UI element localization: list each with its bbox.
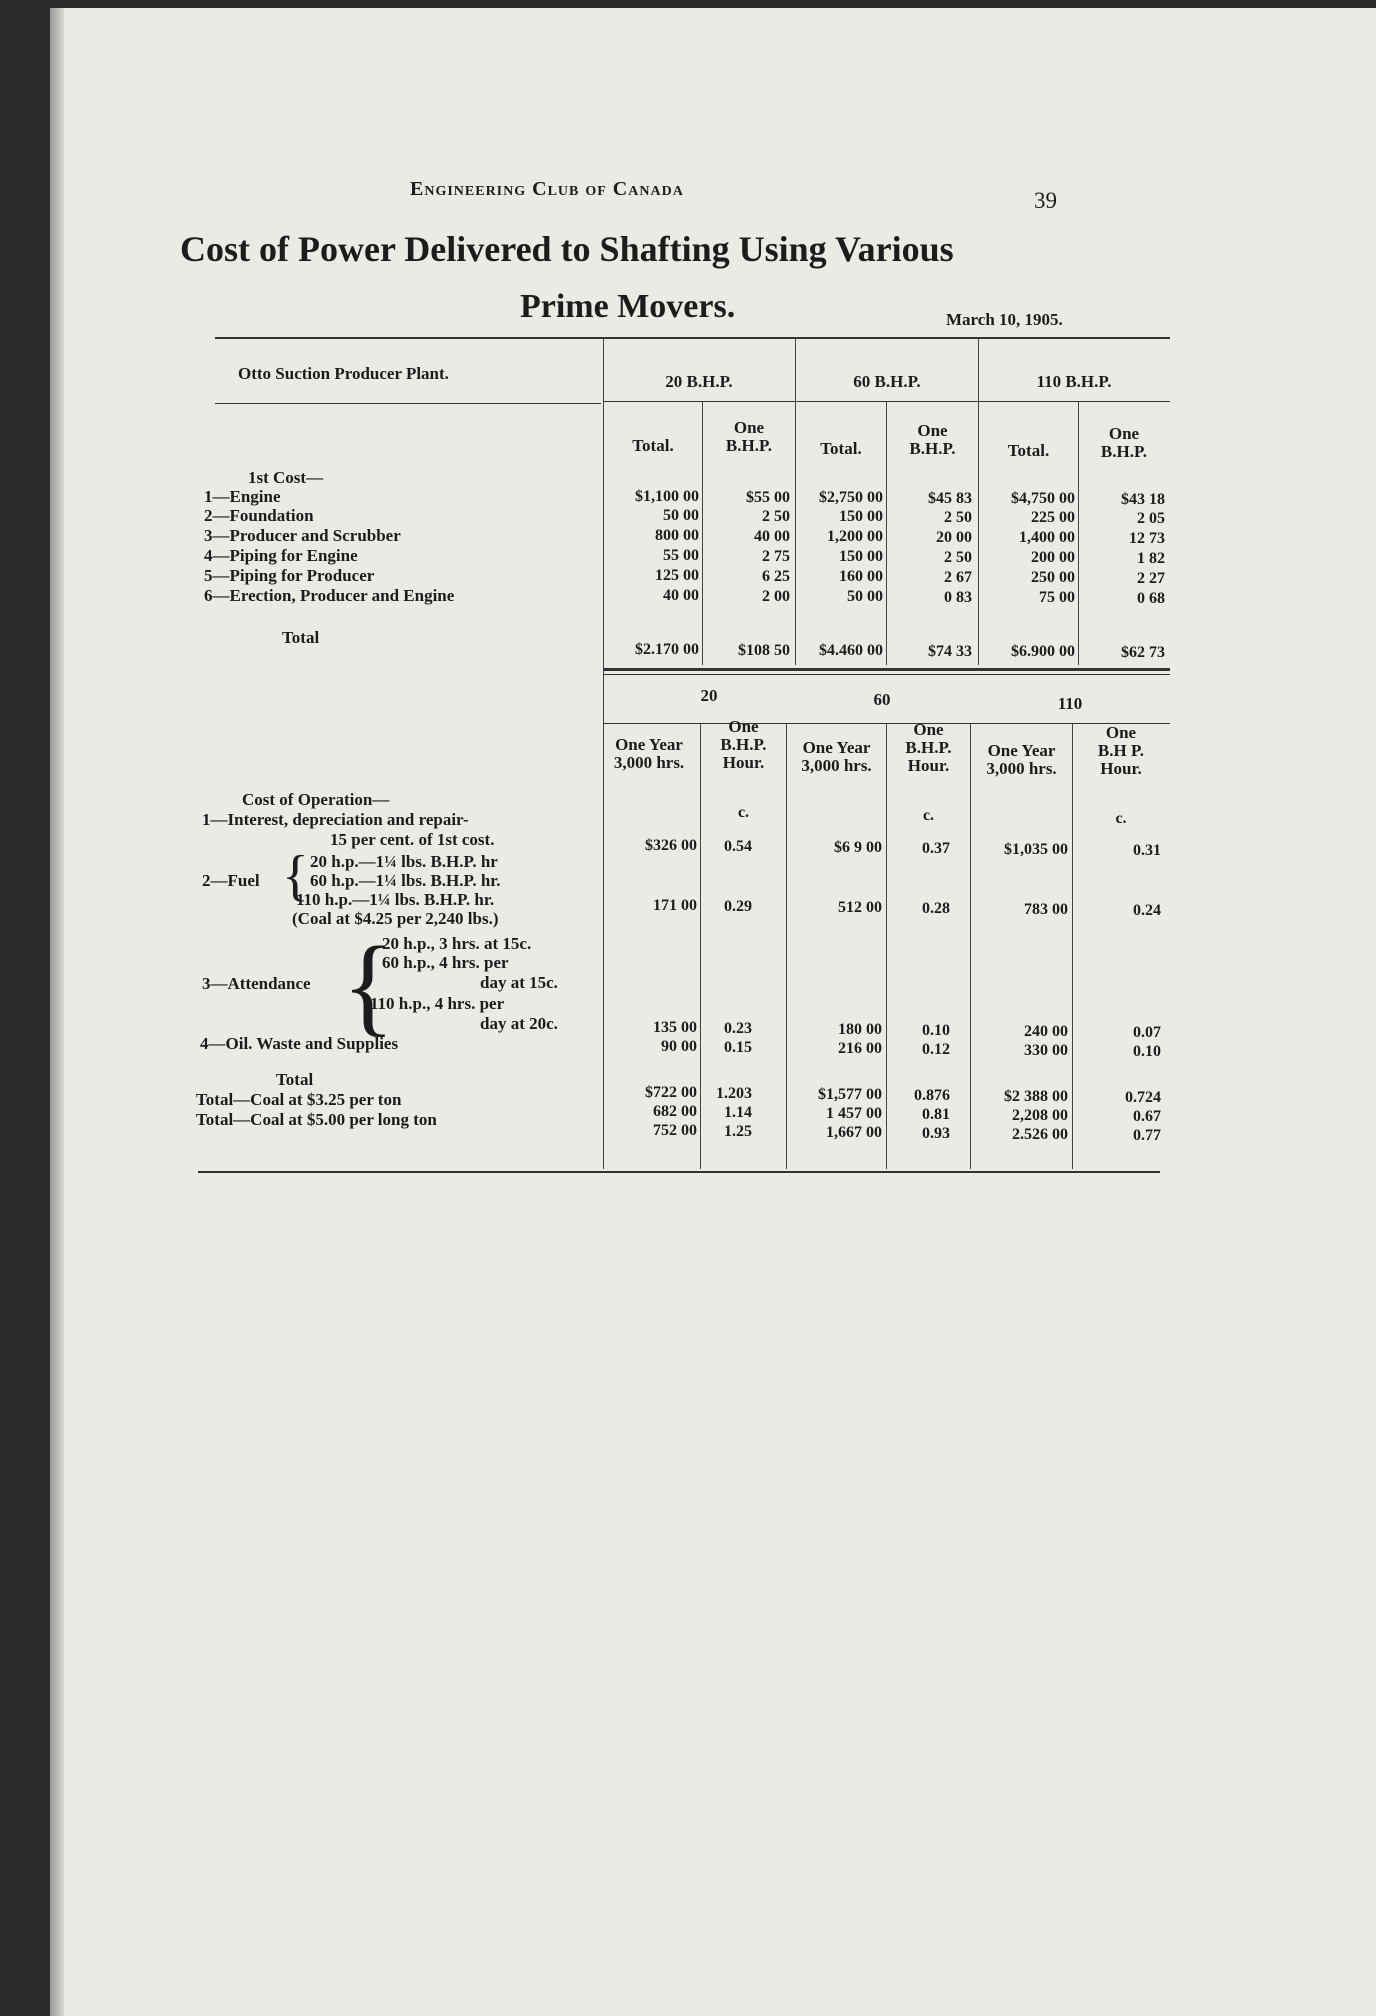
operation-cell: 1.203	[716, 1085, 752, 1102]
cost-total-cell: $74 33	[928, 643, 972, 660]
cost-cell: 150 00	[839, 508, 883, 525]
page-gutter	[50, 8, 64, 2016]
operation-cell: 0.28	[922, 900, 950, 917]
double-rule	[603, 668, 1170, 671]
group-20-bhp: 20 B.H.P.	[665, 372, 733, 391]
fuel-label: 2—Fuel	[202, 871, 260, 890]
col-total-110: Total.	[1007, 441, 1050, 460]
operation-cell: 752 00	[653, 1122, 697, 1139]
cost-cell: 1,200 00	[827, 528, 883, 545]
col-one-110: One	[1108, 424, 1140, 443]
cost-cell: 50 00	[847, 588, 883, 605]
operation-cell: 216 00	[838, 1040, 882, 1057]
group-60-bhp: 60 B.H.P.	[853, 372, 921, 391]
group2-110: 110	[1057, 694, 1083, 713]
date: March 10, 1905.	[946, 310, 1063, 329]
col-one-60: One	[917, 421, 948, 440]
operation-cell: 0.23	[724, 1020, 752, 1037]
cost-cell: 160 00	[839, 568, 883, 585]
col-total-60: Total.	[820, 439, 862, 458]
cost-cell: 1 82	[1137, 550, 1165, 567]
operation-cell: 0.31	[1133, 842, 1161, 859]
col-bhp-60: B.H.P.	[909, 439, 956, 458]
col-hrs-60: 3,000 hrs.	[801, 756, 872, 775]
op-total-label: Total	[276, 1070, 314, 1089]
cost-cell: $45 83	[928, 490, 972, 507]
row-label-erection: 6—Erection, Producer and Engine	[204, 586, 455, 605]
cost-cell: 125 00	[655, 567, 699, 584]
cost-total-cell: $4.460 00	[819, 642, 883, 659]
cost-cell: 0 83	[944, 589, 972, 606]
oil-label: 4—Oil. Waste and Supplies	[200, 1034, 399, 1053]
col-hour-bhp-110: B.H P.	[1097, 741, 1145, 760]
group2-60: 60	[873, 690, 891, 709]
row-label-piping-engine: 4—Piping for Engine	[204, 546, 358, 565]
vr-11	[1072, 724, 1073, 1169]
cost-cell: 2 27	[1137, 570, 1165, 587]
operation-cell: 0.54	[724, 838, 752, 855]
double-rule-2	[603, 674, 1170, 675]
plant-label: Otto Suction Producer Plant.	[238, 364, 449, 383]
cost-cell: $2,750 00	[819, 489, 883, 506]
vr-7	[700, 724, 701, 1169]
operation-cell: 0.07	[1133, 1024, 1161, 1041]
cost-cell: $1,100 00	[635, 488, 699, 505]
cost-cell: 150 00	[839, 548, 883, 565]
col-one-20: One	[733, 418, 765, 437]
cost-cell: 2 50	[762, 508, 790, 525]
operation-cell: $722 00	[645, 1084, 697, 1101]
operation-cell: $326 00	[645, 837, 697, 854]
col-hour-110: Hour.	[1100, 759, 1142, 778]
cost-total-cell: $108 50	[738, 642, 790, 659]
operation-cell: 0.77	[1133, 1127, 1161, 1144]
cost-cell: 2 50	[944, 509, 972, 526]
operation-cell: $6 9 00	[834, 839, 882, 856]
table-top-rule	[215, 337, 1170, 339]
cost-cell: 2 50	[944, 549, 972, 566]
cost-total-cell: $2.170 00	[635, 641, 699, 658]
col-bhp-20: B.H.P.	[725, 436, 773, 455]
cost-cell: 40 00	[663, 587, 699, 604]
page-title-line-1: Cost of Power Delivered to Shafting Using Various	[180, 229, 954, 269]
col-hour-20: Hour.	[722, 753, 765, 772]
operation-cell: 0.10	[1133, 1043, 1161, 1060]
cost-cell: 2 00	[762, 588, 790, 605]
cost-cell: 2 05	[1137, 510, 1165, 527]
total-5-label: Total—Coal at $5.00 per long ton	[196, 1110, 437, 1129]
cost-cell: 75 00	[1039, 589, 1075, 606]
cost-cell: $55 00	[746, 489, 790, 506]
vr-9	[886, 724, 887, 1169]
attendance-label: 3—Attendance	[202, 974, 311, 993]
row-label-producer: 3—Producer and Scrubber	[204, 526, 401, 545]
operation-cell: 783 00	[1024, 901, 1068, 918]
cost-cell: 800 00	[655, 527, 699, 544]
col-hrs-110: 3,000 hrs.	[986, 759, 1057, 778]
cost-cell: 200 00	[1031, 549, 1075, 566]
operation-cell: $2 388 00	[1004, 1088, 1068, 1105]
cents-60: c.	[922, 807, 935, 824]
cost-cell: $43 18	[1121, 491, 1165, 508]
col-hour-one-60: One	[913, 720, 944, 739]
interest-label-2: 15 per cent. of 1st cost.	[330, 830, 495, 849]
operation-cell: 0.81	[922, 1106, 950, 1123]
cost-total-cell: $62 73	[1121, 644, 1165, 661]
cost-cell: 250 00	[1031, 569, 1075, 586]
attendance-line-3: day at 15c.	[480, 973, 558, 992]
operation-cell: 0.10	[922, 1022, 950, 1039]
running-head: Engineering Club of Canada	[410, 178, 684, 200]
operation-cell: 90 00	[661, 1038, 697, 1055]
cost-cell: 6 25	[762, 568, 790, 585]
cost-cell: 225 00	[1031, 509, 1075, 526]
operation-cell: 0.15	[724, 1039, 752, 1056]
attendance-line-1: 20 h.p., 3 hrs. at 15c.	[382, 934, 532, 953]
group2-20: 20	[700, 686, 718, 705]
cents-20: c.	[737, 804, 750, 821]
operation-cell: 682 00	[653, 1103, 697, 1120]
col-hour-one-20: One	[728, 717, 759, 736]
table-bottom-rule	[198, 1171, 1160, 1173]
cost-cell: 40 00	[754, 528, 790, 545]
attendance-line-4: 110 h.p., 4 hrs. per	[370, 994, 505, 1013]
cost-cell: 20 00	[936, 529, 972, 546]
fuel-line-1: 20 h.p.—1¼ lbs. B.H.P. hr	[310, 852, 498, 871]
col-year-60: One Year	[802, 738, 871, 757]
cost-cell: 2 67	[944, 569, 972, 586]
col-hour-bhp-20: B.H.P.	[720, 735, 767, 754]
attendance-brace: {	[342, 924, 395, 1046]
attendance-line-5: day at 20c.	[480, 1014, 558, 1033]
cost-cell: 1,400 00	[1019, 529, 1075, 546]
col-hrs-20: 3,000 hrs.	[613, 753, 685, 772]
operation-cell: 0.24	[1133, 902, 1161, 919]
total-label: Total	[282, 628, 320, 647]
interest-label: 1—Interest, depreciation and repair-	[202, 810, 469, 829]
page-title-line-2: Prime Movers.	[520, 288, 736, 325]
cost-cell: 12 73	[1129, 530, 1165, 547]
operation-cell: 512 00	[838, 899, 882, 916]
operation-cell: 0.724	[1125, 1089, 1161, 1106]
cost-total-cell: $6.900 00	[1011, 643, 1075, 660]
cents-110: c.	[1115, 810, 1127, 827]
row-label-foundation: 2—Foundation	[204, 506, 314, 525]
fuel-note: (Coal at $4.25 per 2,240 lbs.)	[292, 909, 499, 928]
operation-cell: 2.526 00	[1012, 1126, 1068, 1143]
col-bhp-110: B.H.P.	[1100, 442, 1148, 461]
row-label-engine: 1—Engine	[204, 487, 281, 506]
operation-label: Cost of Operation—	[242, 790, 390, 809]
fuel-brace: {	[282, 845, 309, 907]
col-year-110: One Year	[987, 741, 1056, 760]
vr-8	[786, 724, 787, 1169]
operation-cell: 1 457 00	[826, 1105, 882, 1122]
cost-cell: $4,750 00	[1011, 490, 1075, 507]
operation-cell: 240 00	[1024, 1023, 1068, 1040]
plant-underline	[215, 403, 601, 404]
operation-cell: 2,208 00	[1012, 1107, 1068, 1124]
operation-cell: 330 00	[1024, 1042, 1068, 1059]
total-325-label: Total—Coal at $3.25 per ton	[196, 1090, 402, 1109]
cost-cell: 55 00	[663, 547, 699, 564]
operation-cell: 0.93	[922, 1125, 950, 1142]
attendance-line-2: 60 h.p., 4 hrs. per	[382, 953, 509, 972]
cost-cell: 50 00	[663, 507, 699, 524]
page-number: 39	[1034, 188, 1057, 213]
operation-cell: 0.29	[724, 898, 752, 915]
operation-cell: 0.876	[914, 1087, 950, 1104]
operation-cell: 1.14	[724, 1104, 752, 1121]
operation-cell: 0.37	[922, 840, 950, 857]
operation-cell: $1,577 00	[818, 1086, 882, 1103]
cost-cell: 0 68	[1137, 590, 1165, 607]
group-110-bhp: 110 B.H.P.	[1036, 372, 1112, 391]
operation-cell: 171 00	[653, 897, 697, 914]
fuel-line-3: 110 h.p.—1¼ lbs. B.H.P. hr.	[296, 890, 495, 909]
operation-cell: 1,667 00	[826, 1124, 882, 1141]
operation-cell: $1,035 00	[1004, 841, 1068, 858]
fuel-line-2: 60 h.p.—1¼ lbs. B.H.P. hr.	[310, 871, 501, 890]
operation-cell: 1.25	[724, 1123, 752, 1140]
col-total-20: Total.	[632, 436, 674, 455]
operation-cell: 180 00	[838, 1021, 882, 1038]
cost-cell: 2 75	[762, 548, 790, 565]
col-hour-one-110: One	[1105, 723, 1137, 742]
vr-10	[970, 724, 971, 1169]
operation-cell: 0.67	[1133, 1108, 1161, 1125]
operation-cell: 135 00	[653, 1019, 697, 1036]
col-hour-bhp-60: B.H.P.	[905, 738, 952, 757]
col-year-20: One Year	[615, 735, 683, 754]
row-label-piping-producer: 5—Piping for Producer	[204, 566, 375, 585]
col-hour-60: Hour.	[907, 756, 950, 775]
operation-cell: 0.12	[922, 1041, 950, 1058]
first-cost-label: 1st Cost—	[248, 468, 324, 487]
